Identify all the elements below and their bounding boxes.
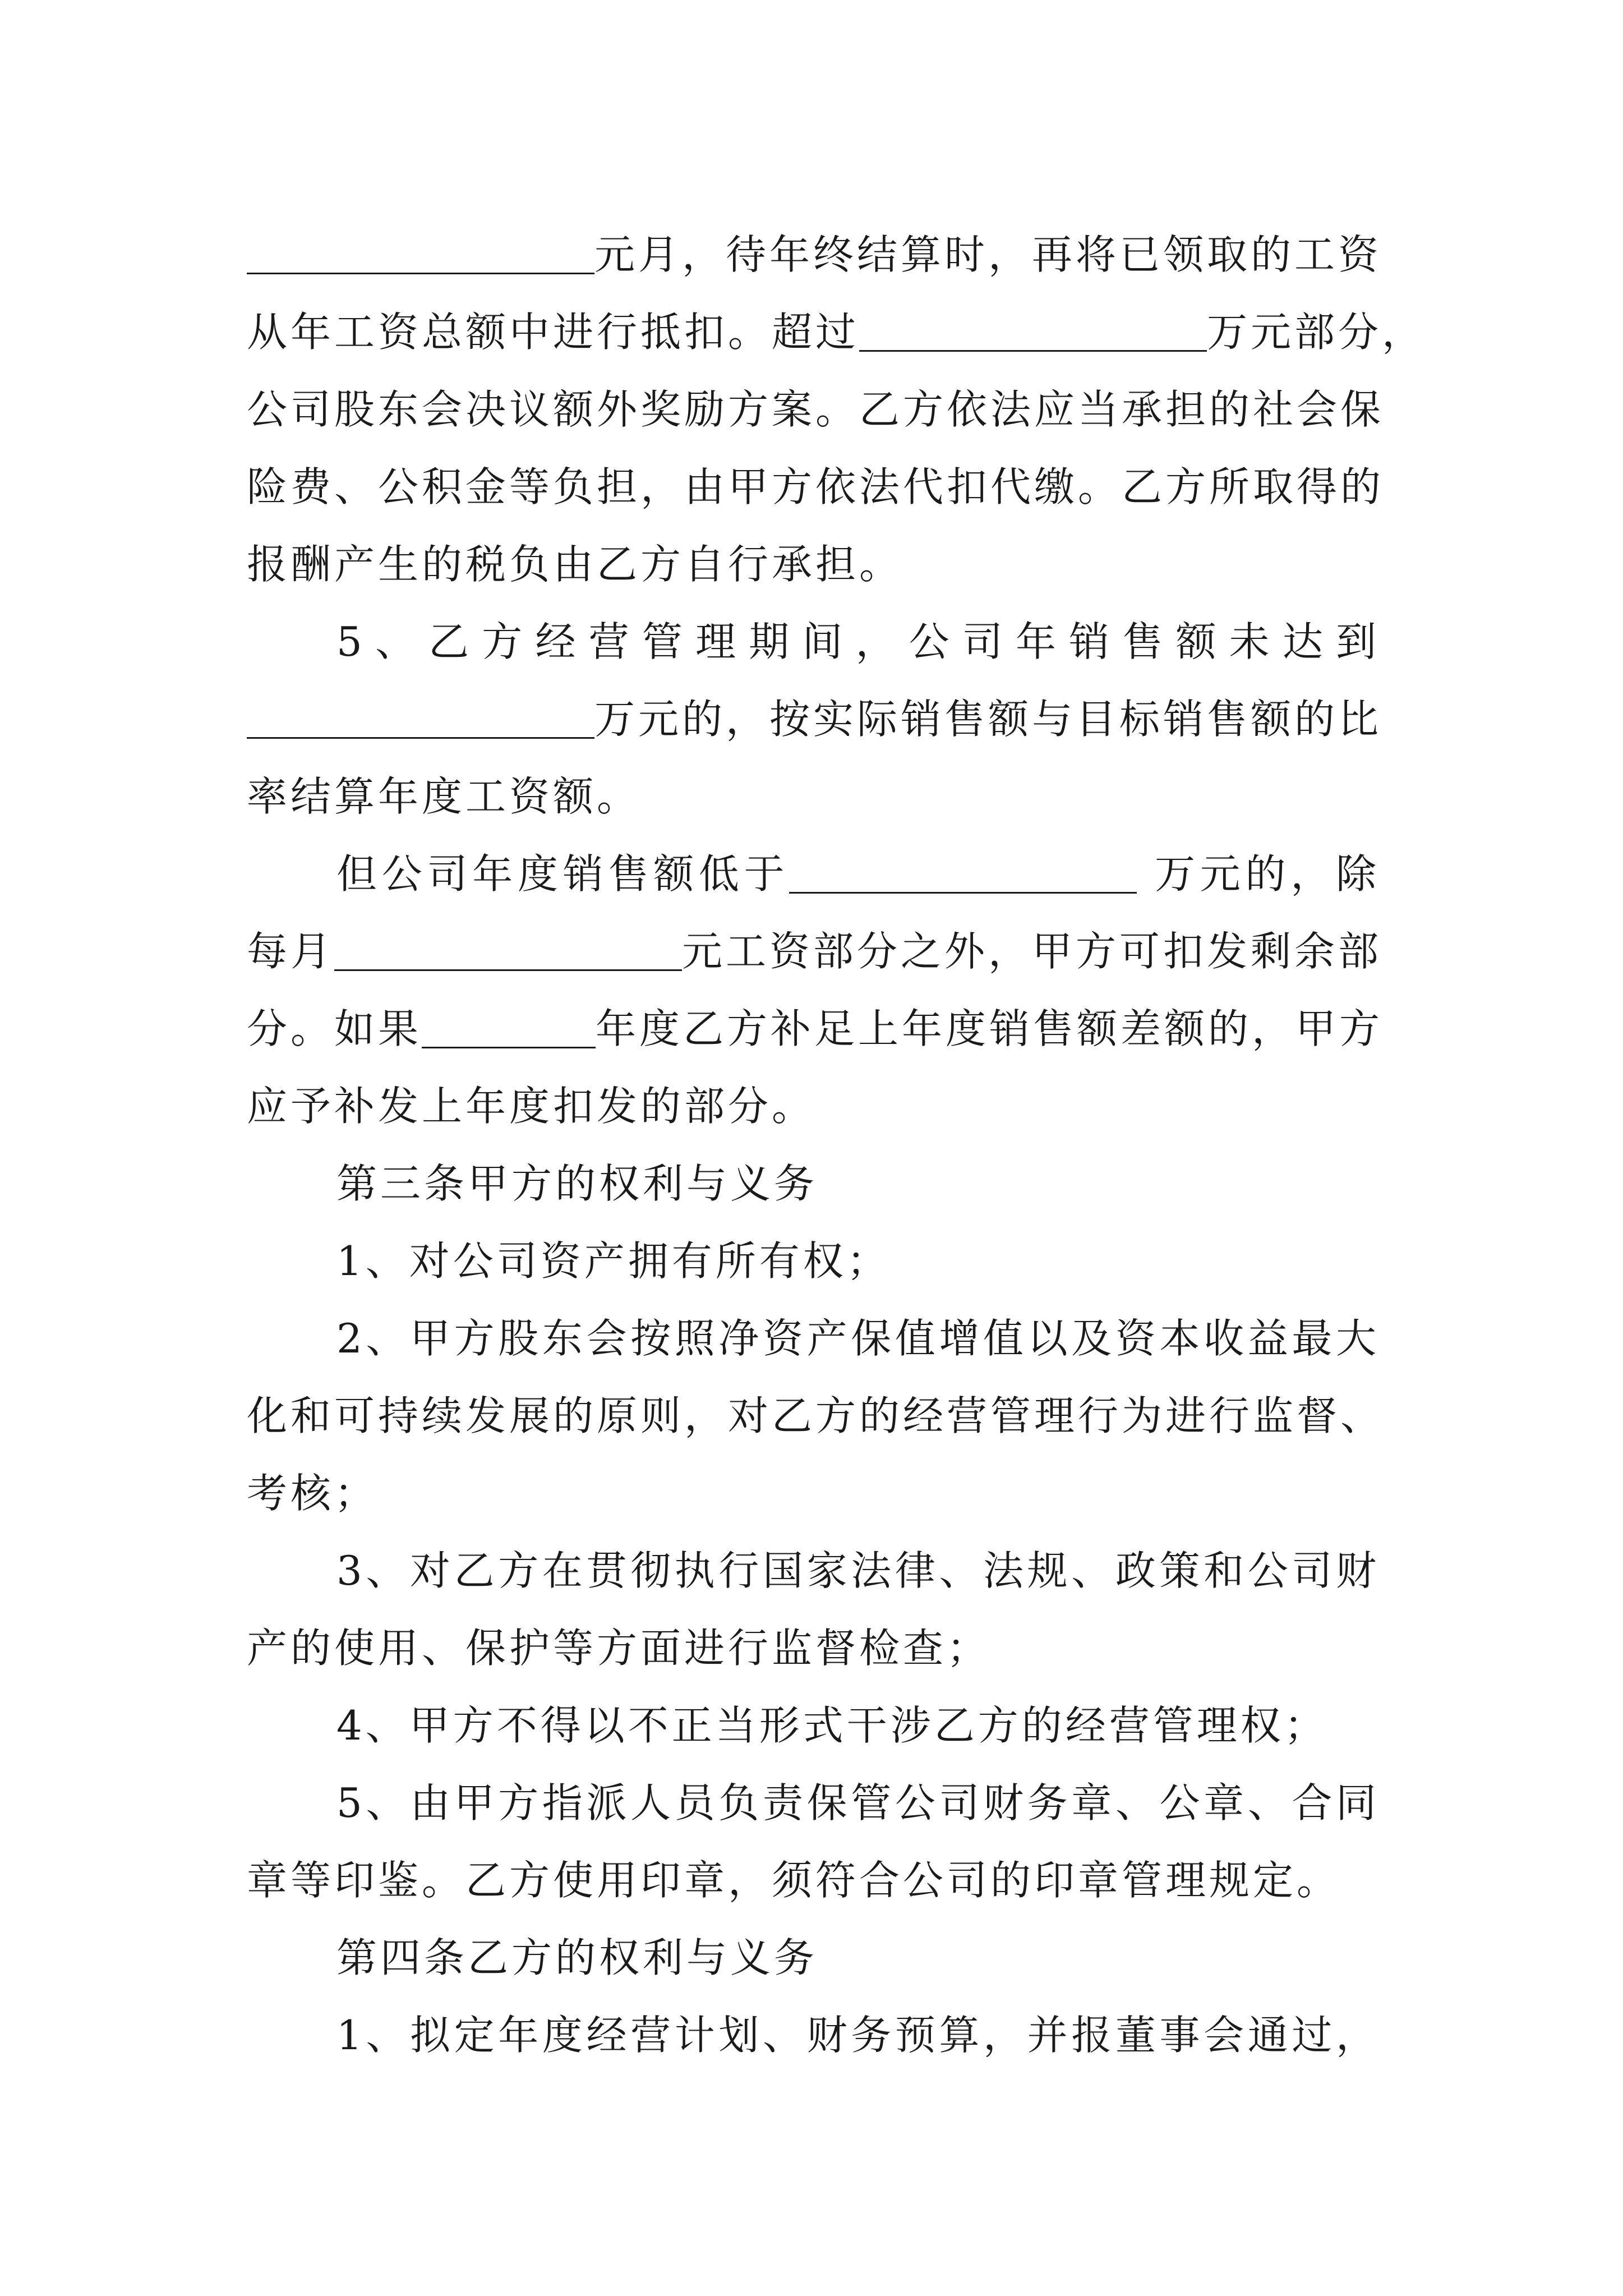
paragraph-line: 险费、公积金等负担，由甲方依法代扣代缴。乙方所取得的 [247, 463, 1385, 510]
list-item: 1、拟定年度经营计划、财务预算，并报董事会通过， [336, 2012, 1380, 2059]
paragraph-line: 产的使用、保护等方面进行监督检查； [247, 1625, 991, 1672]
paragraph-line [247, 835, 1380, 913]
paragraph-line [247, 913, 1380, 990]
fill-in-blank [859, 347, 1207, 352]
text-segment: 万元的，除 [1137, 850, 1380, 898]
list-item: 4、甲方不得以不正当形式干涉乙方的经营管理权； [336, 1702, 1328, 1749]
document-page [247, 216, 1426, 2074]
text-segment: 元工资部分之外，甲方可扣发剩余部 [682, 928, 1382, 975]
section-heading: 第三条甲方的权利与义务 [336, 1160, 818, 1207]
fill-in-blank [334, 966, 682, 971]
text-segment: 但公司年度销售额低于 [336, 850, 790, 898]
paragraph-line: 率结算年度工资额。 [247, 773, 641, 820]
paragraph-line: 考核； [247, 1470, 379, 1517]
paragraph-line: 章等印鉴。乙方使用印章，须符合公司的印章管理规定。 [247, 1857, 1341, 1904]
paragraph-line [247, 990, 1384, 1068]
text-segment: 万元部分， [1207, 309, 1426, 356]
text-segment: 年度乙方补足上年度销售额差额的，甲方 [596, 1005, 1384, 1052]
text-segment: 万元的，按实际销售额与目标销售额的比 [594, 696, 1382, 743]
paragraph-line: 应予补发上年度扣发的部分。 [247, 1083, 816, 1130]
list-item: 5、由甲方指派人员负责保管公司财务章、公章、合同 [336, 1779, 1380, 1826]
list-item: 3、对乙方在贯彻执行国家法律、法规、政策和公司财 [336, 1547, 1380, 1594]
paragraph-line: 报酬产生的税负由乙方自行承担。 [247, 541, 903, 588]
fill-in-blank [247, 269, 594, 274]
paragraph-line: 公司股东会决议额外奖励方案。乙方依法应当承担的社会保 [247, 386, 1385, 433]
text-segment: 分。如果 [247, 1005, 422, 1052]
text-segment: 元月，待年终结算时，再将已领取的工资 [594, 231, 1382, 278]
paragraph-line [247, 293, 1426, 371]
list-item: 1、对公司资产拥有所有权； [336, 1237, 891, 1285]
fill-in-blank [422, 1043, 596, 1048]
paragraph-line [247, 216, 1380, 293]
fill-in-blank [247, 734, 594, 739]
paragraph-line [247, 680, 1380, 758]
paragraph-line: 5、乙方经营管理期间，公司年销售额未达到 [336, 618, 1380, 665]
text-segment: 从年工资总额中进行抵扣。超过 [247, 309, 860, 356]
paragraph-line: 化和可持续发展的原则，对乙方的经营管理行为进行监督、 [247, 1392, 1385, 1439]
list-item: 2、甲方股东会按照净资产保值增值以及资本收益最大 [336, 1315, 1380, 1362]
section-heading: 第四条乙方的权利与义务 [336, 1934, 818, 1981]
text-segment: 每月 [247, 928, 335, 975]
fill-in-blank [789, 889, 1137, 894]
